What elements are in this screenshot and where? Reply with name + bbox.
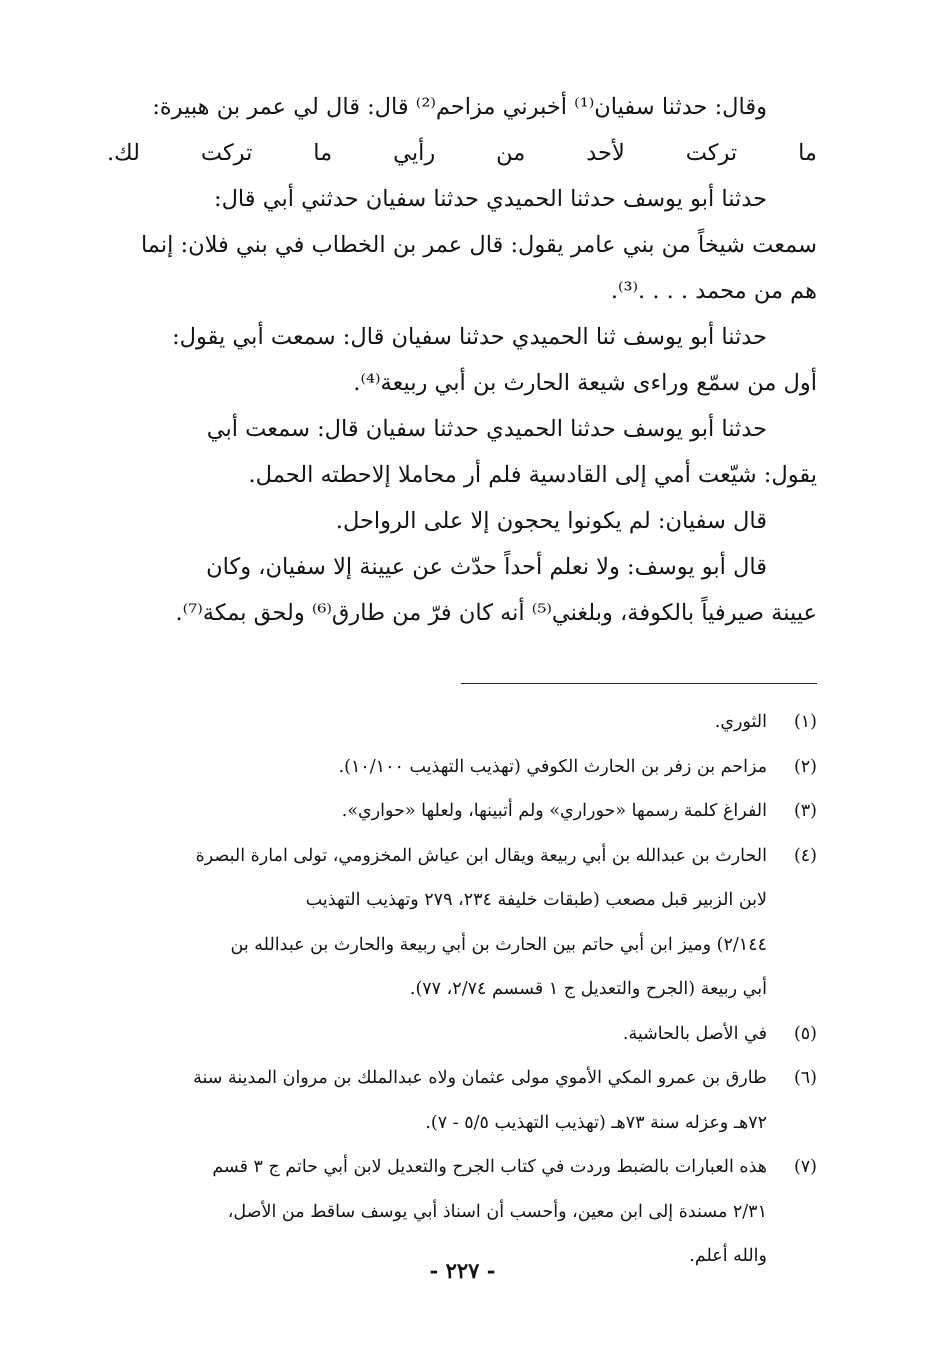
text-line: قال سفيان: لم يكونوا يحجون إلا على الرواحل. bbox=[335, 508, 767, 534]
text-line: قال أبو يوسف: ولا نعلم أحداً حدّث عن عيينة إلا سفيان، وكان bbox=[206, 554, 767, 580]
text-line: عيينة صيرفياً بالكوفة، وبلغني⁽⁵⁾ أنه كان فرّ من طارق⁽⁶⁾ ولحق بمكة⁽⁷⁾. bbox=[175, 600, 817, 626]
page-number: - ٢٢٧ - bbox=[429, 1258, 496, 1283]
footnote-line: ٧٢هـ وعزله سنة ٧٣هـ (تهذيب التهذيب ٥/٥ - ٧). bbox=[425, 1112, 767, 1133]
footnote-line: ٢/١٤٤) وميز ابن أبي حاتم بين الحارث بن أبي ربيعة والحارث بن عبدالله بن bbox=[230, 934, 767, 955]
footnote-line: ٢/٣١ مسندة إلى ابن معين، وأحسب أن اسناذ أبي يوسف ساقط من الأصل، bbox=[227, 1201, 767, 1222]
footnote bbox=[107, 834, 817, 1012]
footnote-line: والله أعلم. bbox=[689, 1246, 767, 1266]
footnote-line: طارق بن عمرو المكي الأموي مولى عثمان ولاه عبدالملك بن مروان المدينة سنة bbox=[193, 1068, 767, 1088]
footnote-number: (١) bbox=[793, 712, 817, 732]
text-line: حدثنا أبو يوسف ثنا الحميدي حدثنا سفيان قال: سمعت أبي يقول: bbox=[172, 324, 767, 350]
footnote-line: أبي ربيعة (الجرح والتعديل ج ١ قسسم ٢/٧٤، ٧٧). bbox=[409, 979, 767, 999]
footnote-line: مزاحم بن زفر بن الحارث الكوفي (تهذيب التهذيب ١٠/١٠٠). bbox=[338, 756, 767, 777]
footnote bbox=[107, 1012, 817, 1057]
text-line: هم من محمد . . . .⁽³⁾. bbox=[610, 278, 817, 304]
footnote bbox=[107, 1056, 817, 1145]
footnote-number: (٥) bbox=[793, 1023, 817, 1044]
footnote-number: (٤) bbox=[793, 845, 817, 866]
footnote-line: لابن الزبير قبل مصعب (طبقات خليفة ٢٣٤، ٢٧٩ وتهذيب التهذيب bbox=[305, 890, 767, 910]
footnote-number: (٧) bbox=[793, 1157, 817, 1177]
footnote bbox=[107, 700, 817, 745]
text-line: حدثنا أبو يوسف حدثنا الحميدي حدثنا سفيان قال: سمعت أبي bbox=[206, 416, 767, 442]
footnote-line: في الأصل بالحاشية. bbox=[622, 1023, 767, 1044]
footnote-line: الحارث بن عبدالله بن أبي ربيعة ويقال ابن عياش المخزومي، تولى امارة البصرة bbox=[195, 845, 767, 866]
footnote-line: هذه العبارات بالضبط وردت في كتاب الجرح والتعديل لابن أبي حاتم ج ٣ قسم bbox=[212, 1157, 767, 1177]
text-line: حدثنا أبو يوسف حدثنا الحميدي حدثنا سفيان حدثني أبي قال: bbox=[214, 186, 767, 212]
text-line: يقول: شيّعت أمي إلى القادسية فلم أر محاملا إلاحطته الحمل. bbox=[248, 462, 817, 488]
footnote-number: (٣) bbox=[793, 801, 817, 821]
footnote-line: الفراغ كلمة رسمها «حوراري» ولم أتبينها، ولعلها «حواري». bbox=[341, 801, 767, 821]
text-line: سمعت شيخاً من بني عامر يقول: قال عمر بن الخطاب في بني فلان: إنما bbox=[140, 232, 817, 258]
footnote bbox=[107, 789, 817, 834]
footnote bbox=[107, 745, 817, 790]
footnotes bbox=[107, 700, 817, 1279]
text-line: أول من سمّع وراءى شيعة الحارث بن أبي ربيعة⁽⁴⁾. bbox=[353, 370, 817, 396]
main-text bbox=[107, 84, 817, 636]
footnote-number: (٢) bbox=[793, 756, 817, 777]
text-line: ما تركت لأحد من رأيي ما تركت لك. bbox=[107, 140, 817, 166]
footnote-divider bbox=[461, 683, 817, 684]
footnote-line: الثوري. bbox=[714, 712, 767, 732]
text-line: وقال: حدثنا سفيان⁽¹⁾ أخبرني مزاحم⁽²⁾ قال: قال لي عمر بن هبيرة: bbox=[152, 94, 767, 120]
footnote-number: (٦) bbox=[793, 1068, 817, 1088]
